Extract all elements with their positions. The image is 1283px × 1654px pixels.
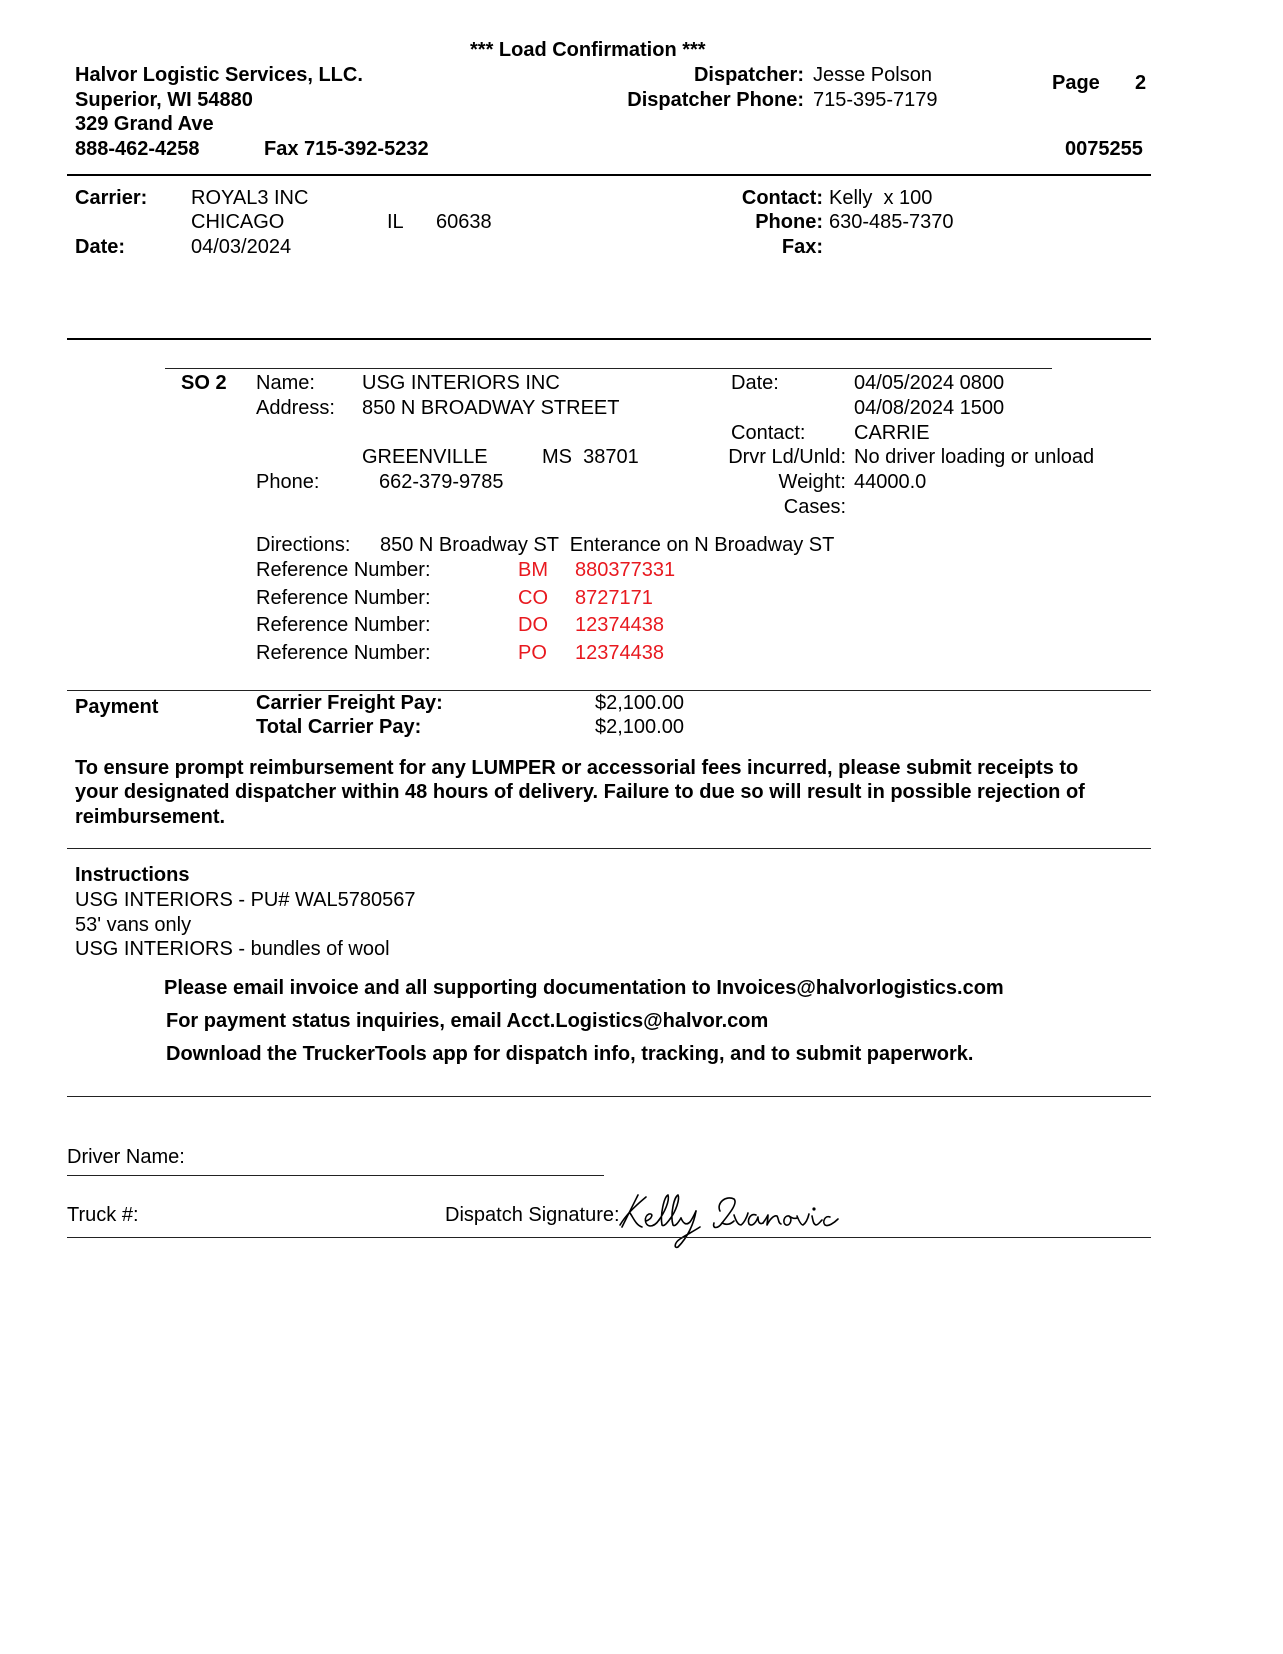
reference-label: Reference Number:	[256, 587, 431, 609]
load-number: 0075255	[1065, 138, 1143, 160]
reference-value: 880377331	[575, 559, 676, 581]
company-city: Superior, WI 54880	[75, 89, 253, 111]
dispatcher-label: Dispatcher:	[693, 64, 804, 86]
dispatch-signature-label: Dispatch Signature:	[445, 1204, 620, 1226]
stop-state-zip: MS 38701	[542, 446, 639, 468]
carrier-contact: Kelly x 100	[829, 187, 933, 209]
reference-code: DO	[518, 614, 548, 636]
company-phone: 888-462-4258	[75, 138, 200, 160]
stop-phone: 662-379-9785	[379, 471, 504, 493]
reference-label: Reference Number:	[256, 614, 431, 636]
payment-status-notice: For payment status inquiries, email Acct.Logistics@halvor.com	[166, 1010, 769, 1032]
company-street: 329 Grand Ave	[75, 113, 214, 135]
carrier-zip: 60638	[436, 211, 492, 233]
header-divider	[67, 174, 1151, 176]
reference-value: 12374438	[575, 614, 664, 636]
carrier-label: Carrier:	[75, 187, 148, 209]
dispatcher-name: Jesse Polson	[813, 64, 932, 86]
payment-label: Payment	[75, 696, 159, 718]
carrier-phone-label: Phone:	[755, 211, 823, 233]
dispatcher-phone-label: Dispatcher Phone:	[627, 89, 804, 111]
driver-name-label: Driver Name:	[67, 1146, 185, 1168]
reference-label: Reference Number:	[256, 642, 431, 664]
stop-name: USG INTERIORS INC	[362, 372, 560, 394]
dispatch-signature-image	[616, 1185, 861, 1255]
carrier-fax-label: Fax:	[781, 236, 823, 258]
lumper-notice-line: your designated dispatcher within 48 hours of delivery. Failure to due so will result in possible rejection of	[75, 781, 1085, 803]
bottom-divider	[67, 1237, 1151, 1238]
reference-code: PO	[518, 642, 547, 664]
reference-code: CO	[518, 587, 548, 609]
stop-contact-label: Contact:	[731, 422, 806, 444]
stop-phone-label: Phone:	[256, 471, 320, 493]
stop-cases-label: Cases:	[783, 496, 846, 518]
stop-address: 850 N BROADWAY STREET	[362, 397, 620, 419]
reference-code: BM	[518, 559, 548, 581]
stop-weight-label: Weight:	[778, 471, 846, 493]
stop-date-label: Date:	[731, 372, 779, 394]
total-pay-value: $2,100.00	[595, 716, 684, 738]
stop-weight: 44000.0	[854, 471, 927, 493]
stop-divider	[165, 368, 1052, 369]
truck-number-label: Truck #:	[67, 1204, 139, 1226]
reference-value: 12374438	[575, 642, 664, 664]
reference-value: 8727171	[575, 587, 653, 609]
stop-id: SO 2	[181, 372, 227, 394]
instructions-label: Instructions	[75, 864, 190, 886]
truckertools-notice: Download the TruckerTools app for dispatch info, tracking, and to submit paperwork.	[166, 1043, 974, 1065]
carrier-city: CHICAGO	[191, 211, 285, 233]
stop-date-to: 04/08/2024 1500	[854, 397, 1005, 419]
stop-driver: No driver loading or unload	[854, 446, 1095, 468]
instructions-divider	[67, 848, 1151, 849]
carrier-phone: 630-485-7370	[829, 211, 954, 233]
instruction-line: USG INTERIORS - PU# WAL5780567	[75, 889, 416, 911]
instruction-line: 53' vans only	[75, 914, 192, 936]
stop-name-label: Name:	[256, 372, 315, 394]
document-title: *** Load Confirmation ***	[470, 39, 706, 61]
carrier-date: 04/03/2024	[191, 236, 292, 258]
carrier-contact-label: Contact:	[741, 187, 823, 209]
instruction-line: USG INTERIORS - bundles of wool	[75, 938, 390, 960]
stop-address-label: Address:	[256, 397, 335, 419]
invoice-email-notice: Please email invoice and all supporting documentation to Invoices@halvorlogistics.com	[164, 977, 1004, 999]
company-fax: Fax 715-392-5232	[264, 138, 429, 160]
stop-date-from: 04/05/2024 0800	[854, 372, 1005, 394]
signature-divider	[67, 1096, 1151, 1097]
stop-directions: 850 N Broadway ST Enterance on N Broadway ST	[380, 534, 835, 556]
carrier-date-label: Date:	[75, 236, 126, 258]
stop-city: GREENVILLE	[362, 446, 488, 468]
reference-label: Reference Number:	[256, 559, 431, 581]
page-label: Page	[1052, 72, 1100, 94]
freight-pay-value: $2,100.00	[595, 692, 684, 714]
total-pay-label: Total Carrier Pay:	[256, 716, 422, 738]
freight-pay-label: Carrier Freight Pay:	[256, 692, 443, 714]
carrier-name: ROYAL3 INC	[191, 187, 309, 209]
stop-directions-label: Directions:	[256, 534, 351, 556]
page-number: 2	[1135, 72, 1147, 94]
dispatcher-phone: 715-395-7179	[813, 89, 938, 111]
lumper-notice-line: reimbursement.	[75, 806, 226, 828]
carrier-state: IL	[387, 211, 404, 233]
stop-contact: CARRIE	[854, 422, 930, 444]
company-name: Halvor Logistic Services, LLC.	[75, 64, 363, 86]
carrier-divider	[67, 338, 1151, 340]
stop-driver-label: Drvr Ld/Unld:	[728, 446, 846, 468]
lumper-notice-line: To ensure prompt reimbursement for any LUMPER or accessorial fees incurred, please submit receipts to	[75, 757, 1079, 779]
driver-name-line	[67, 1175, 604, 1176]
